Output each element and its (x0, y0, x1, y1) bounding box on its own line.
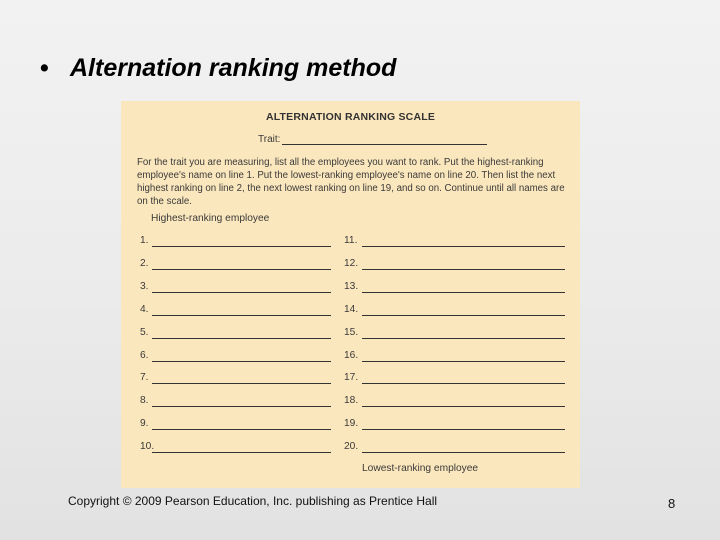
line-number: 2. (140, 257, 149, 269)
line-number: 3. (140, 280, 149, 292)
name-blank-line (152, 246, 331, 247)
ranking-line (344, 304, 565, 318)
line-number: 1. (140, 235, 149, 246)
lowest-ranking-label: Lowest-ranking employee (362, 463, 479, 474)
line-number: 11. (344, 235, 358, 246)
ranking-line (140, 281, 331, 295)
name-blank-line (362, 338, 565, 339)
name-blank-line (362, 292, 565, 293)
name-blank-line (152, 292, 331, 293)
name-blank-line (362, 452, 565, 453)
ranking-line (140, 327, 331, 341)
name-blank-line (362, 246, 565, 247)
line-number: 13. (344, 280, 359, 292)
name-blank-line (152, 452, 331, 453)
name-blank-line (362, 361, 565, 362)
ranking-line (344, 441, 565, 455)
ranking-line (344, 235, 565, 249)
trait-label: Trait: (258, 134, 281, 145)
ranking-line (140, 418, 331, 432)
line-number: 7. (140, 372, 149, 384)
scale-title: ALTERNATION RANKING SCALE (265, 111, 436, 123)
ranking-line (344, 281, 565, 295)
name-blank-line (152, 315, 331, 316)
line-number: 12. (344, 257, 359, 269)
ranking-line (344, 372, 565, 386)
line-number: 5. (140, 326, 149, 338)
name-blank-line (362, 383, 565, 384)
line-number: 18. (344, 395, 359, 407)
line-number: 14. (344, 303, 359, 315)
ranking-line (140, 304, 331, 318)
line-number: 19. (344, 418, 359, 430)
line-number: 6. (140, 349, 149, 361)
alternation-ranking-scale-figure (121, 101, 580, 488)
slide-heading (40, 54, 396, 83)
ranking-line (344, 395, 565, 409)
name-blank-line (362, 406, 565, 407)
name-blank-line (152, 361, 331, 362)
ranking-line (140, 395, 331, 409)
line-number: 20. (344, 441, 359, 453)
line-number: 15. (344, 326, 359, 338)
scale-instructions: For the trait you are measuring, list all the employees you want to rank. Put the highest-ranking employee's name on line 1. Put the lowest-ranking employee's name on line 20. Then list the next highest ranking on line 2, the next lowest ranking on line 19, and so on. Continue until all names are on the scale. (137, 157, 565, 207)
name-blank-line (152, 338, 331, 339)
name-blank-line (362, 269, 565, 270)
line-number: 17. (344, 372, 359, 384)
name-blank-line (362, 315, 565, 316)
ranking-line (344, 418, 565, 432)
name-blank-line (152, 406, 331, 407)
ranking-line (140, 372, 331, 386)
name-blank-line (152, 429, 331, 430)
highest-ranking-label: Highest-ranking employee (151, 213, 270, 224)
line-number: 10. (140, 441, 155, 453)
line-number: 8. (140, 395, 149, 407)
ranking-line (140, 235, 331, 249)
page-number: 8 (668, 496, 676, 511)
ranking-line (140, 258, 331, 272)
name-blank-line (152, 383, 331, 384)
ranking-line (344, 258, 565, 272)
line-number: 9. (140, 418, 149, 430)
slide-heading-text: Alternation ranking method (70, 54, 397, 82)
trait-line (282, 144, 487, 145)
ranking-line (344, 327, 565, 341)
line-number: 4. (140, 303, 149, 315)
ranking-line (344, 350, 565, 364)
name-blank-line (152, 269, 331, 270)
ranking-line (140, 441, 331, 455)
name-blank-line (362, 429, 565, 430)
bullet-icon: • (40, 54, 49, 82)
line-number: 16. (344, 349, 359, 361)
copyright-footer: Copyright © 2009 Pearson Education, Inc. publishing as Prentice Hall (68, 494, 438, 508)
ranking-line (140, 350, 331, 364)
